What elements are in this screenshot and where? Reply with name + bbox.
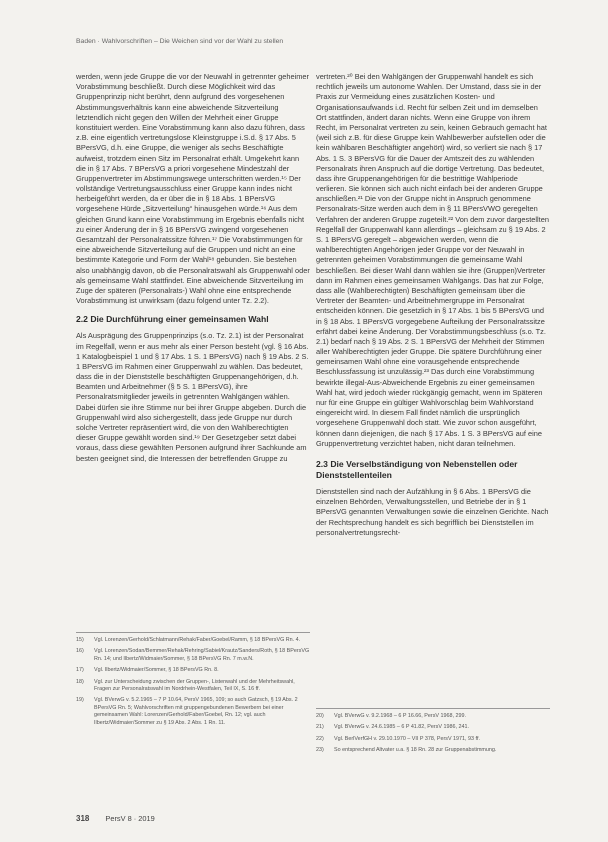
footnote-text: Vgl. Ilbertz/Widmaier/Sommer, § 18 BPersVG Rn. 8. bbox=[94, 667, 219, 674]
footnote-text: Vgl. zur Unterscheidung zwischen der Gruppen-, Listenwahl und der Mehrheitswahl, Fragen zur Personalratswahl im Nordrhein-Westfalen, Teil IX, S. 16 ff. bbox=[94, 678, 295, 693]
footnote-text: Vgl. BVerwG v. 9.2.1968 – 6 P 16.66, PersV 1968, 299. bbox=[334, 713, 466, 719]
footnote bbox=[76, 679, 310, 694]
section-heading: 2.2 Die Durchführung einer gemeinsamen Wahl bbox=[76, 314, 269, 325]
footnote bbox=[76, 648, 310, 663]
footnote bbox=[76, 637, 310, 644]
body-paragraph: vertreten.²⁰ Bei den Wahlgängen der Gruppenwahl handelt es sich rechtlich jeweils um autonome Wahlen. Der Umstand, dass sie in der Praxis zur Vermeidung eines zusätzlichen Kosten- und Organisationsaufwands i.d. Recht für selben Zeit und im demselben Ort stattfinden, ändert daran nichts. Wenn eine Gruppe von ihrem Recht, im Personalrat vertreten zu sein, keinen Gebrauch gemacht hat (weil sich z.B. für diese Gruppe kein Wahlbewerber aufstellen oder die kein wählbaren Beschäftigter angehört) wird, so verliert sie nach § 17 Abs. 1 S. 3 BPersVG für die Dauer der Amtszeit des zu wählenden Personalrats ihren Anspruch auf die dortige Vertretung. Das bedeutet, dass ihre Gruppenangehörigen für die bestrittige Wahlperiode verlieren. Sie können sich auch nicht einfach bei der anderen Gruppe anschließen.²¹ Die von der Gruppe nicht in Anspruch genommene Personalrats-Sitze werden auch dem in § 11 BPersVWO geregelten Verfahren der anderen Gruppe zugeteilt.²² Von dem zuvor dargestellten Regelfall der Gruppenwahl kann allerdings – gleichsam zu § 19 Abs. 2 S. 1 BPersVG geregelt – abgewichen werden, wenn die wahlberechtigten Angehörigen jeder Gruppe vor der Neuwahl in getrennten geheimen Vorabstimmungen die gemeinsame Wahl beschließen. Bei dieser Wahl dann wählen sie ihre (Gruppen)Vertreter dann im Rahmen eines gemeinsamen Wahlgangs. Das hat zur Folge, dass alle (Wahlberechtigten) Beschäftigten gemeinsam über die Vertreter der Beamten- und Arbeitnehmergruppe im Personalrat entscheiden können. Die gesetzlich in § 17 Abs. 1 bis 5 BPersVG und in § 18 Abs. 1 BPersVG vorgegebene Aufteilung der Personalratssitze erfährt dabei keine Änderung. Der Vorabstimmungsbeschluss (s.o. Tz. 2.1) bedarf nach § 19 Abs. 2 S. 1 BPersVG der Mehrheit der Stimmen aller Wahlberechtigten jeder Gruppe. Die spätere Durchführung einer gemeinsamen Wahl ohne eine vorausgehende entsprechende Beschlussfassung ist unzulässig.²³ Das durch eine Vorabstimmung bewirkte illegal-Aus-Abweichende Ergebnis zu einer gemeinsamen Wahl hat, wird jedoch wieder rückgängig gemacht, wenn im Späteren nur für eine Gruppe ein gültiger Wahlvorschlag beim Wahlvorstand eingereicht wird. In diesem Fall findet nämlich die ursprünglich vorgesehene Gruppenwahl doch statt. Wie zuvor schon ausgeführt, können dann diejenigen, die nach § 17 Abs. 1 S. 3 BPersVG auf eine Gruppenvertretung verzichtet haben, nicht daran teilnehmen. bbox=[316, 72, 549, 448]
footnote-text: Vgl. Lorenzen/Sodan/Bemmer/Rehak/Rehring/Sabiel/Krautz/Sanders/Roth, § 18 BPersVG Rn. 14; und Ilbertz/Widmaier/Sommer, § 18 BPersVG Rn. 7 m.w.N. bbox=[94, 648, 310, 662]
footnote-text: Vgl. BVerwG v. 24.6.1985 – 6 P 41.82, PersV 1986, 241. bbox=[334, 724, 469, 731]
footnote-number: 19) bbox=[76, 697, 84, 704]
footnote-number: 21) bbox=[316, 724, 324, 731]
right-column bbox=[316, 72, 550, 538]
page-footer bbox=[76, 814, 155, 823]
footnote-number: 23) bbox=[316, 747, 324, 754]
section-heading: 2.3 Die Verselbständigung von Nebenstellen oder Dienststellenteilen bbox=[316, 458, 518, 480]
footnote-number: 22) bbox=[316, 735, 324, 742]
body-paragraph: werden, wenn jede Gruppe die vor der Neuwahl in getrennter geheimer Vorabstimmung beschließt. Durch diese Möglichkeit wird das Gruppenprinzip nicht berührt, denn aufgrund des vorgesehenen Abstimmungsverhältnis kann eine abweichende Sitzverteilung letztendlich nicht gegen den Willen der Mehrheit einer Gruppe konstituiert werden. Eine Vorabstimmung kann also dazu führen, dass z.B. eine eigentlich vertretungslose Kleinstgruppe i.S.d. § 17 Abs. 5 BPersVG, d.h. eine Gruppe, die weniger als sechs Beschäftigte aufweist, trotzdem einen Sitz im Personalrat erhält. Umgekehrt kann die in § 17 Abs. 7 BPersVG a priori vorgesehene Mindestzahl der Gruppenvertreter im Abstimmungswege unterschritten werden.¹⁵ Der vollständige Vertretungsausschluss einer Gruppe kann indes nicht herbeigeführt werden, da er über die in § 18 Abs. 1 BPersVG vorgesehene Hürde „Sitzverteilung“ hinausgehen würde.¹⁶ Aus dem gleichen Grund kann eine Vorabstimmung im Ergebnis ebenfalls nicht zu einer Änderung der in § 16 BPersVG zwingend vorgesehenen Gesamtzahl der Personalratssitze führen.¹⁷ Die Vorabstimmungen für eine abweichende Sitzverteilung auf die Gruppen und nicht an eine bestimmte Kategorie und Form der Wahl¹⁸ gebunden. Sie bestehen also unabhängig davon, ob die Personalratswahl als Gruppenwahl oder als gemeinsame Wahl stattfindet. Eine abweichende Sitzverteilung im Zuge der späteren (Personalrats-) Wahl ohne eine entsprechende Vorabstimmung ist unwirksam (dazu folgend unter Tz. 2.2). bbox=[76, 72, 310, 306]
left-column bbox=[76, 72, 310, 464]
footnote-text: Vgl. BerlVerfGH v. 29.10.1970 – VII P 378, PersV 1971, 93 ff. bbox=[334, 735, 480, 742]
body-paragraph: Als Ausprägung des Gruppenprinzips (s.o. Tz. 2.1) ist der Personalrat im Regelfall, wenn er aus mehr als einer Person besteht (vgl. § 16 Abs. 1 Katalogbeispiel 1 und § 17 Abs. 1 S. 1 BPersVG) nach § 19 Abs. 2 S. 1 BPersVG im Rahmen einer Gruppenwahl zu wählen. Das bedeutet, dass die in der Dienststelle beschäftigten Gruppenangehörigen, d.h. Beamten und Arbeitnehmer (§ 5 S. 1 BPersVG), ihre Personalratsmitglieder jeweils in getrennten Wahlgängen wählen. Dabei dürfen sie ihre Stimme nur bei ihrer Gruppe abgeben. Durch die Gruppenwahl wird also sichergestellt, dass jede Gruppe nur durch solche Vertreter repräsentiert wird, die von den Wahlberechtigten dieser Gruppe gewählt worden sind.¹⁹ Der Gesetzgeber setzt dabei voraus, dass diese gewählten Personen aufgrund ihrer Sachkunde am besten geeignet sind, die Interessen der betreffenden Gruppe zu bbox=[76, 331, 309, 463]
footnote bbox=[76, 667, 310, 674]
running-header: Baden · Wahlvorschriften – Die Weichen sind vor der Wahl zu stellen bbox=[76, 38, 284, 45]
body-paragraph: Dienststellen sind nach der Aufzählung in § 6 Abs. 1 BPersVG die einzelnen Behörden, Verwaltungsstellen, und Betriebe der in § 1 BPersVG genannten Verwaltungen sowie die einzelnen Gerichte. Nach der Rechtsprechung handelt es sich begrifflich bei Dienststellen im personalvertretungsrecht- bbox=[316, 486, 549, 537]
footnote-number: 18) bbox=[76, 678, 84, 685]
footnote bbox=[316, 713, 550, 720]
footnote bbox=[316, 747, 550, 754]
footnote-number: 20) bbox=[316, 713, 324, 719]
footnote-number: 16) bbox=[76, 648, 84, 655]
footnote-text: Vgl. Lorenzen/Gerhold/Schlatmann/Rehak/Faber/Goebel/Ramm, § 18 BPersVG Rn. 4. bbox=[94, 637, 301, 643]
page-number: 318 bbox=[76, 814, 90, 823]
footnote-number: 15) bbox=[76, 637, 84, 643]
journal-reference: PersV 8 · 2019 bbox=[105, 814, 155, 823]
footnotes-right bbox=[316, 708, 550, 759]
footnotes-left bbox=[76, 632, 310, 731]
footnote-text: Vgl. BVerwG v. 5.2.1965 – 7 P 10.64, PersV 1965, 109; so auch Gatzsch, § 19 Abs. 2 BPersVG Rn. 5; Wahlvorschriften mit gruppengebundenen Bewerbern bei einer gemeinsamen Wahl: Lorenzen/Gerhold/Faber/Goebel, Rn. 12; vgl. auch Ilbertz/Widmaier/Sommer zu § 19 Abs. 2 Abs. 1 Rn. 11. bbox=[94, 697, 298, 726]
footnote bbox=[316, 736, 550, 743]
footnote-text: So entsprechend Altvater u.a. § 18 Rn. 28 zur Gruppenabstimmung. bbox=[334, 747, 497, 754]
footnote bbox=[316, 724, 550, 731]
footnote bbox=[76, 697, 310, 727]
footnote-number: 17) bbox=[76, 667, 84, 674]
